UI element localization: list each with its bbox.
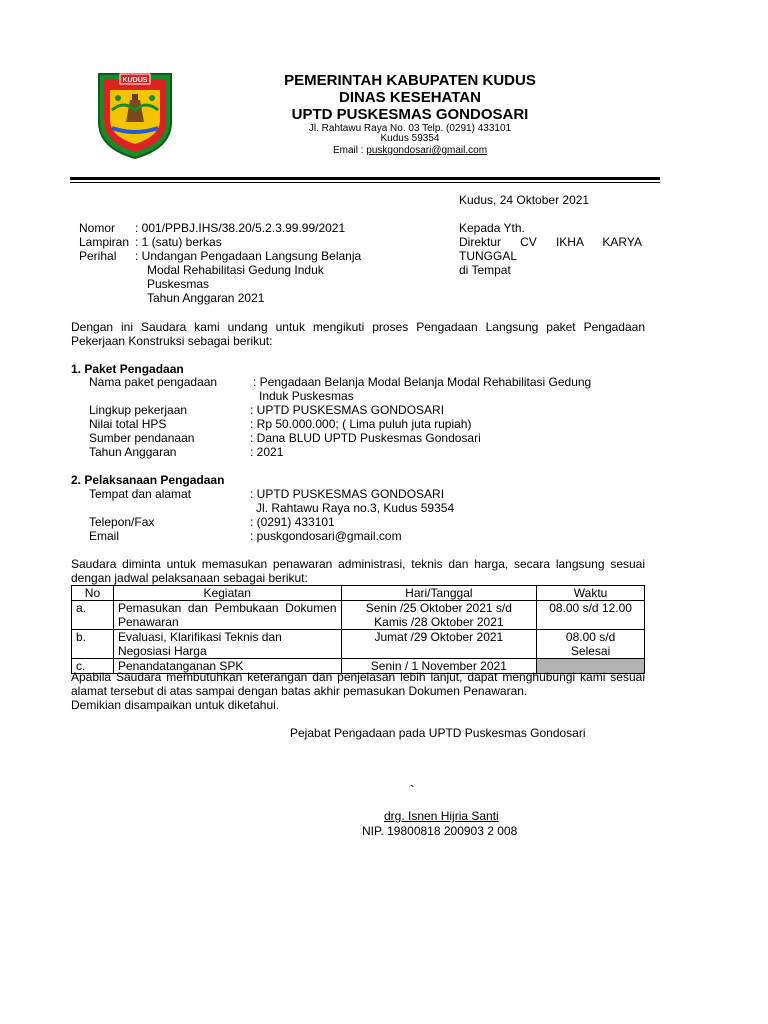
recipient-place: di Tempat — [459, 263, 511, 277]
signatory-nip: NIP. 19800818 200903 2 008 — [362, 824, 518, 838]
row-tanggal: Senin /25 Oktober 2021 s/d Kamis /28 Oktober 2021 — [341, 601, 537, 630]
row-no: c. — [72, 659, 114, 674]
s2-label-0: Tempat dan alamat — [89, 487, 192, 501]
s1-label-3: Nilai total HPS — [89, 417, 167, 431]
perihal-line-3: Puskesmas — [147, 277, 210, 291]
recipient-name: Direktur CV IKHA KARYA — [459, 235, 642, 249]
s2-value-2: : (0291) 433101 — [250, 515, 335, 529]
s2-value-0: : UPTD PUSKESMAS GONDOSARI — [250, 487, 445, 501]
row-no: b. — [72, 630, 114, 659]
closing-paragraph: Apabila Saudara membutuhkan keterangan dan penjelasan lebih lanjut, dapat menghubungi kami sesuai alamat tersebut di atas sampai dengan batas akhir pemasukan Dokumen Penawaran. — [71, 670, 645, 698]
header-city: Kudus 59354 — [380, 133, 440, 144]
s1-value-5: : 2021 — [250, 445, 284, 459]
signatory-name: drg. Isnen Hijria Santi — [384, 809, 499, 823]
s1-value-4: : Dana BLUD UPTD Puskesmas Gondosari — [250, 431, 481, 445]
section-2-title: 2. Pelaksanaan Pengadaan — [71, 473, 225, 487]
col-header-tanggal: Hari/Tanggal — [341, 586, 537, 601]
s1-label-4: Sumber pendanaan — [89, 431, 195, 445]
col-header-kegiatan: Kegiatan — [113, 586, 341, 601]
s2-label-2: Telepon/Fax — [89, 515, 155, 529]
signature-title: Pejabat Pengadaan pada UPTD Puskesmas Gondosari — [290, 726, 586, 740]
s1-value-3: : Rp 50.000.000; ( Lima puluh juta rupiah) — [250, 417, 472, 431]
s1-label-0: Nama paket pengadaan — [89, 375, 218, 389]
header-email-label: Email : — [332, 145, 367, 156]
row-kegiatan: Penandatanganan SPK — [113, 659, 341, 674]
table-row — [72, 601, 645, 630]
recipient-greeting: Kepada Yth. — [459, 221, 525, 235]
table-header-row — [72, 586, 645, 601]
row-tanggal: Senin / 1 November 2021 — [341, 659, 537, 674]
row-waktu: 08.00 s/d 12.00 — [537, 601, 645, 630]
header-divider-thin — [70, 182, 660, 183]
signature-mark: ` — [410, 782, 415, 798]
s1-value-0: : Pengadaan Belanja Modal Belanja Modal Rehabilitasi Gedung — [253, 375, 592, 389]
s2-value-3: : puskgondosari@gmail.com — [250, 529, 402, 543]
schedule-intro: Saudara diminta untuk memasukan penawaran administrasi, teknis dan harga, secara langsung sesuai dengan jadwal pelaksanaan sebagai berikut: — [71, 557, 645, 585]
header-institution: UPTD PUSKESMAS GONDOSARI — [291, 106, 529, 123]
s2-label-3: Email — [89, 529, 120, 543]
row-kegiatan: Pemasukan dan Pembukaan Dokumen Penawaran — [113, 601, 341, 630]
header-divider-thick — [70, 177, 660, 180]
row-waktu: 08.00 s/d Selesai — [537, 630, 645, 659]
s1-value-2: : UPTD PUSKESMAS GONDOSARI — [250, 403, 445, 417]
header-address: Jl. Rahtawu Raya No. 03 Telp. (0291) 433101 — [308, 123, 512, 134]
letter-date: Kudus, 24 Oktober 2021 — [459, 193, 590, 207]
s1-label-2: Lingkup pekerjaan — [89, 403, 188, 417]
table-row — [72, 630, 645, 659]
perihal-line-2: Modal Rehabilitasi Gedung Induk — [147, 263, 324, 277]
perihal-line-1: : Undangan Pengadaan Langsung Belanja — [135, 249, 362, 263]
intro-paragraph: Dengan ini Saudara kami undang untuk mengikuti proses Pengadaan Langsung paket Pengadaan Pekerjaan Konstruksi sebagai berikut: — [71, 320, 645, 348]
row-no: a. — [72, 601, 114, 630]
s1-label-5: Tahun Anggaran — [89, 445, 177, 459]
closing-statement: Demikian disampaikan untuk diketahui. — [71, 698, 280, 712]
nomor-label: Nomor — [79, 221, 116, 235]
perihal-line-4: Tahun Anggaran 2021 — [147, 291, 265, 305]
schedule-table — [71, 585, 645, 674]
nomor-value: : 001/PPBJ.IHS/38.20/5.2.3.99.99/2021 — [135, 221, 346, 235]
lampiran-label: Lampiran — [79, 235, 130, 249]
kudus-regency-logo — [96, 70, 174, 160]
perihal-label: Perihal — [79, 249, 117, 263]
col-header-waktu: Waktu — [537, 586, 645, 601]
s2-value-1: Jl. Rahtawu Raya no.3, Kudus 59354 — [256, 501, 455, 515]
section-1-title: 1. Paket Pengadaan — [71, 362, 184, 376]
header-department: DINAS KESEHATAN — [339, 89, 481, 106]
col-header-no: No — [72, 586, 114, 601]
row-tanggal: Jumat /29 Oktober 2021 — [341, 630, 537, 659]
header-government: PEMERINTAH KABUPATEN KUDUS — [284, 72, 536, 89]
recipient-name-cont: TUNGGAL — [459, 249, 518, 263]
logo-text: KUDUS — [122, 77, 148, 84]
row-kegiatan: Evaluasi, Klarifikasi Teknis dan Negosiasi Harga — [113, 630, 341, 659]
s1-value-1: Induk Puskesmas — [259, 389, 354, 403]
lampiran-value: : 1 (satu) berkas — [135, 235, 222, 249]
header-email-link[interactable]: puskgondosari@gmail.com — [366, 145, 488, 156]
header-email-line — [240, 145, 580, 156]
